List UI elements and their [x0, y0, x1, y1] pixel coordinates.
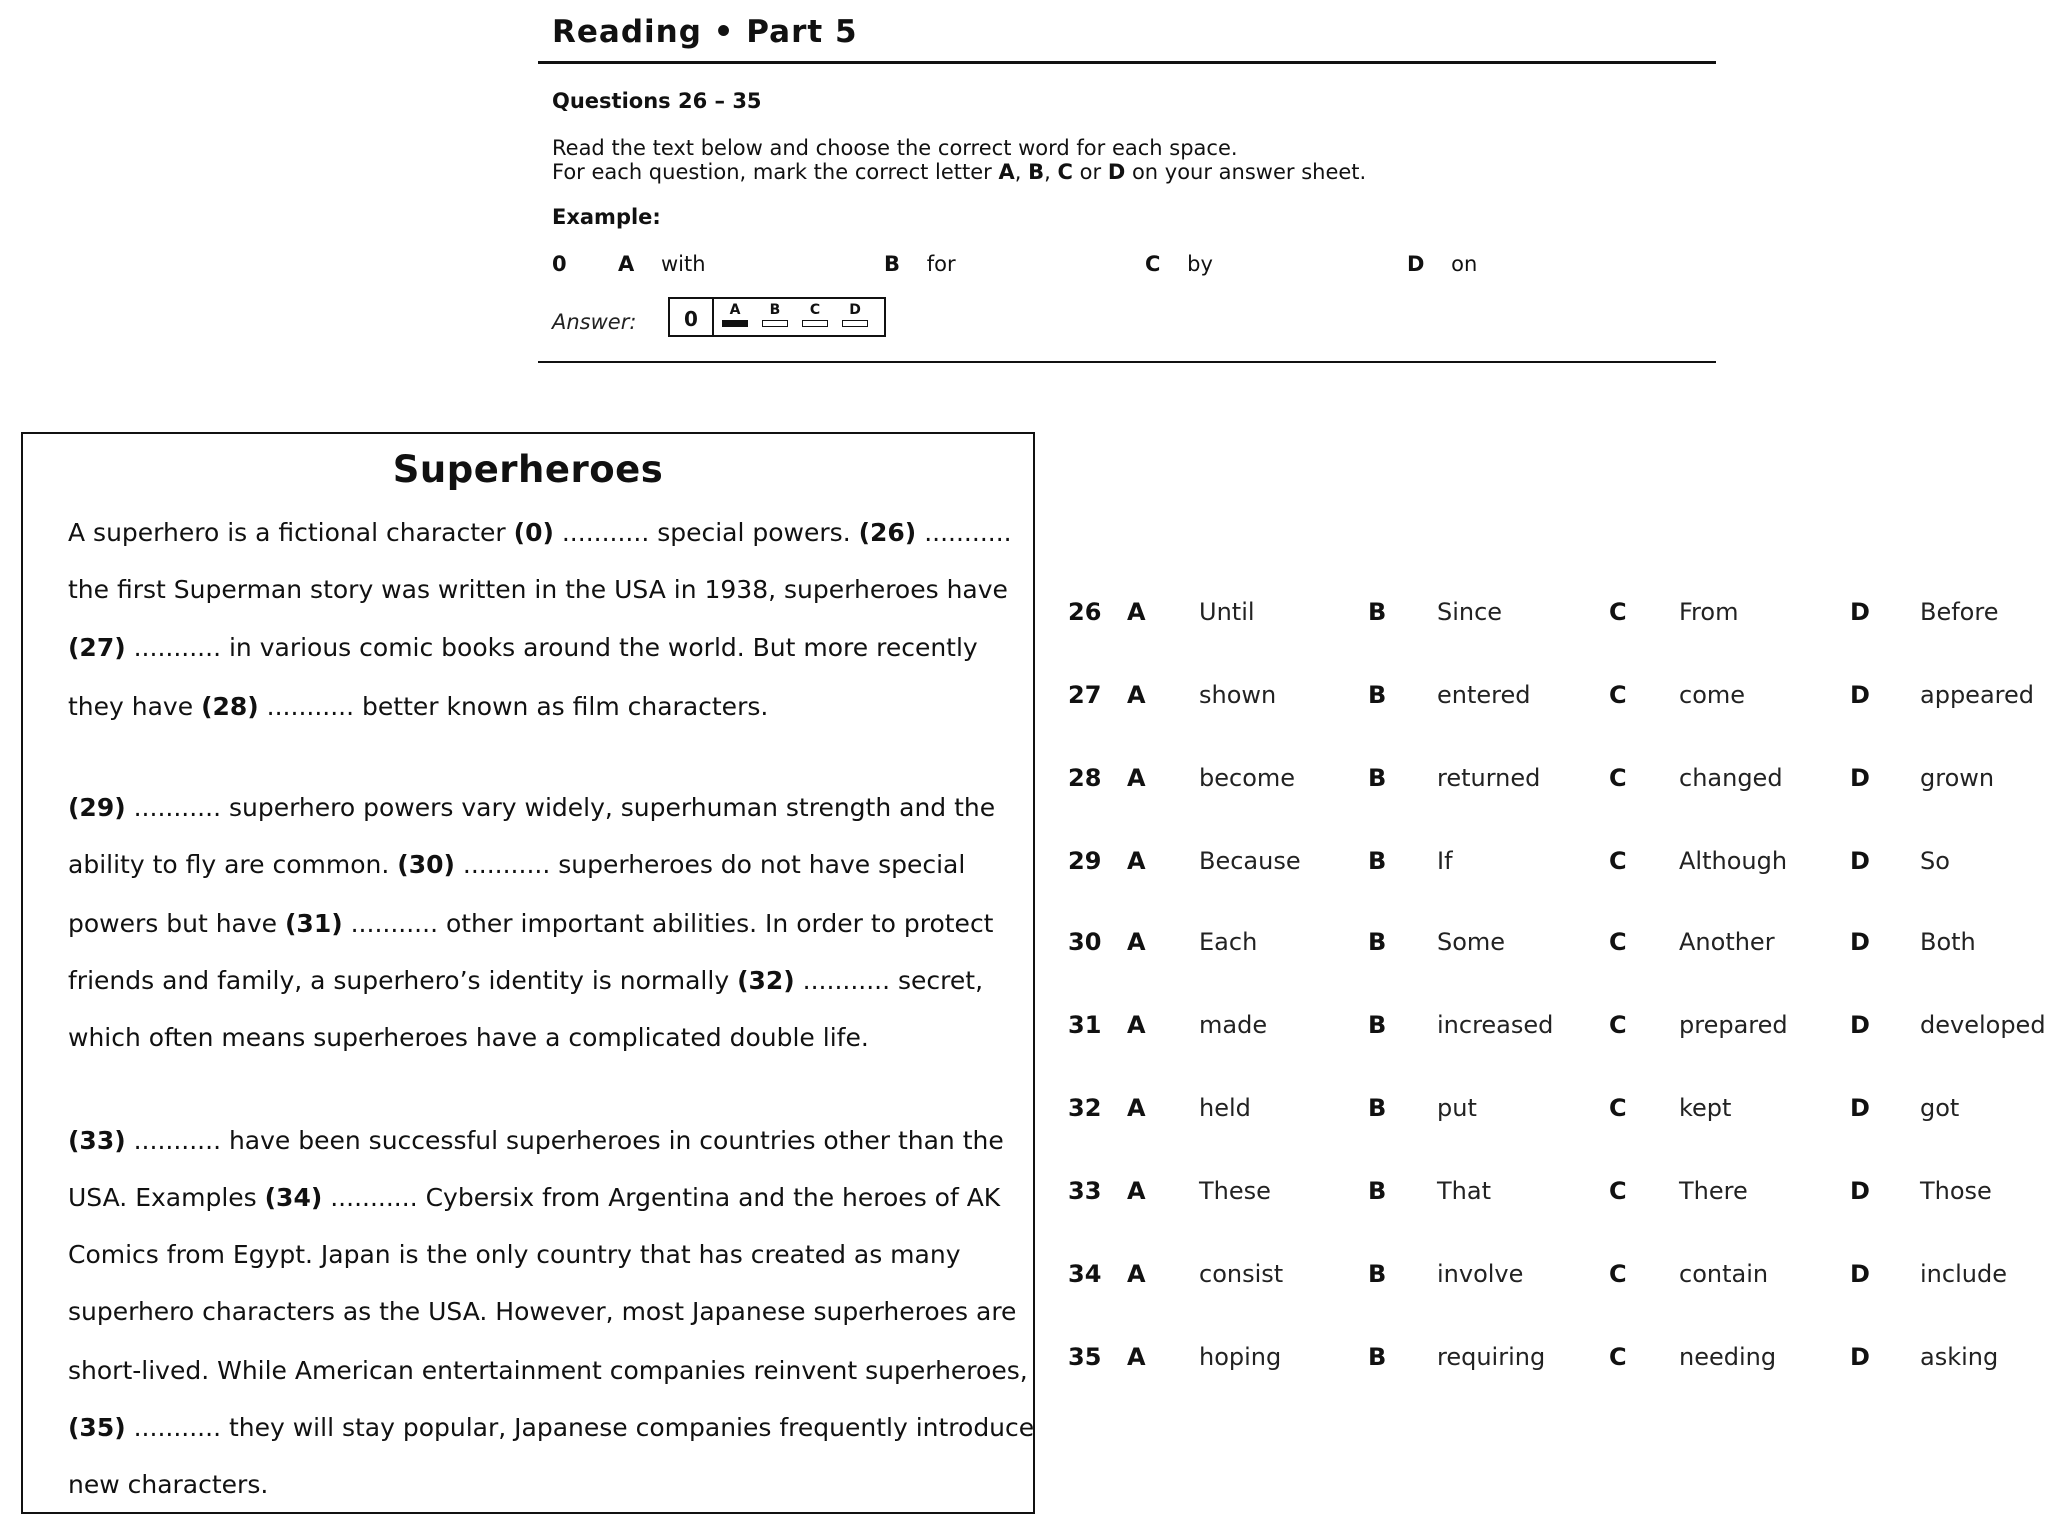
- question-number: 29: [1068, 847, 1102, 875]
- text-line: powers but have (31) ........... other important abilities. In order to protect: [68, 909, 994, 938]
- option-word-b: returned: [1437, 764, 1541, 792]
- option-letter-b: B: [1368, 764, 1387, 792]
- question-row-26: [0, 598, 2048, 638]
- option-letter-d: D: [1850, 928, 1870, 956]
- option-letter-d: D: [1850, 1011, 1870, 1039]
- option-letter-c: C: [1609, 928, 1627, 956]
- text-line: USA. Examples (34) ........... Cybersix from Argentina and the heroes of AK: [68, 1183, 1001, 1212]
- option-word-d: Both: [1920, 928, 1976, 956]
- option-word-b: That: [1437, 1177, 1491, 1205]
- text-line: (35) ........... they will stay popular, Japanese companies frequently introduce: [68, 1413, 1035, 1442]
- option-letter-d: D: [1850, 1177, 1870, 1205]
- option-letter-d: D: [1850, 681, 1870, 709]
- answer-bubble-d: D: [840, 302, 870, 327]
- gap-number: (30): [397, 850, 455, 879]
- header-bottom-divider: [538, 361, 1716, 363]
- text-line: short-lived. While American entertainment companies reinvent superheroes,: [68, 1356, 1028, 1385]
- option-letter-b: B: [1368, 681, 1387, 709]
- option-word-c: Another: [1679, 928, 1775, 956]
- question-number: 32: [1068, 1094, 1102, 1122]
- option-letter-c: C: [1609, 1177, 1627, 1205]
- option-letter-a: A: [1127, 1094, 1146, 1122]
- text-line: Comics from Egypt. Japan is the only country that has created as many: [68, 1240, 961, 1269]
- option-letter-c: C: [1609, 1011, 1627, 1039]
- text-line: A superhero is a fictional character (0) ........... special powers. (26) ...........: [68, 518, 1012, 547]
- option-letter-c: C: [1609, 1260, 1627, 1288]
- option-letter-c: C: [1609, 681, 1627, 709]
- option-letter-c: C: [1609, 1094, 1627, 1122]
- option-letter-b: B: [1368, 1011, 1387, 1039]
- option-letter-d: D: [1850, 1094, 1870, 1122]
- text-line: (29) ........... superhero powers vary widely, superhuman strength and the: [68, 793, 996, 822]
- option-word-d: developed: [1920, 1011, 2046, 1039]
- question-number: 27: [1068, 681, 1102, 709]
- text-line: (27) ........... in various comic books around the world. But more recently: [68, 633, 978, 662]
- gap-number: (33): [68, 1126, 126, 1155]
- question-number: 35: [1068, 1343, 1102, 1371]
- option-letter-d: D: [1850, 598, 1870, 626]
- gap-number: (27): [68, 633, 126, 662]
- option-word-a: consist: [1199, 1260, 1284, 1288]
- option-letter-b: B: [1368, 598, 1387, 626]
- option-word-a: Until: [1199, 598, 1255, 626]
- question-number: 26: [1068, 598, 1102, 626]
- text-line: new characters.: [68, 1470, 269, 1499]
- instruction-line-2: For each question, mark the correct letter A, B, C or D on your answer sheet.: [552, 160, 1367, 184]
- option-word-d: Before: [1920, 598, 1999, 626]
- answer-bubble-b: B: [760, 302, 790, 327]
- answer-bubble-c: C: [800, 302, 830, 327]
- question-row-33: [0, 1177, 2048, 1217]
- option-word-a: held: [1199, 1094, 1251, 1122]
- option-word-a: Because: [1199, 847, 1301, 875]
- option-letter-c: C: [1609, 1343, 1627, 1371]
- option-word-c: changed: [1679, 764, 1783, 792]
- option-word-b: requiring: [1437, 1343, 1546, 1371]
- option-letter-b: B: [1368, 1094, 1387, 1122]
- text-line: (33) ........... have been successful superheroes in countries other than the: [68, 1126, 1004, 1155]
- text-line: the first Superman story was written in the USA in 1938, superheroes have: [68, 575, 1008, 604]
- option-letter-d: D: [1850, 847, 1870, 875]
- option-letter-b: B: [1368, 1343, 1387, 1371]
- option-letter-a: A: [1127, 1260, 1146, 1288]
- option-word-d: include: [1920, 1260, 2007, 1288]
- option-letter-a: A: [1127, 847, 1146, 875]
- text-title: Superheroes: [392, 448, 664, 491]
- option-word-a: Each: [1199, 928, 1258, 956]
- option-word-b: If: [1437, 847, 1453, 875]
- option-word-a: made: [1199, 1011, 1268, 1039]
- gap-number: (29): [68, 793, 126, 822]
- example-option-c: C by: [1145, 252, 1213, 276]
- option-letter-c: C: [1609, 764, 1627, 792]
- option-word-b: involve: [1437, 1260, 1524, 1288]
- page-title: Reading • Part 5: [552, 14, 858, 50]
- option-letter-c: C: [1609, 598, 1627, 626]
- option-word-a: hoping: [1199, 1343, 1282, 1371]
- instruction-line-1: Read the text below and choose the correct word for each space.: [552, 136, 1238, 160]
- gap-number: (35): [68, 1413, 126, 1442]
- gap-number: (32): [737, 966, 795, 995]
- option-word-c: There: [1679, 1177, 1748, 1205]
- question-row-27: [0, 681, 2048, 721]
- option-letter-a: A: [1127, 598, 1146, 626]
- question-row-31: [0, 1011, 2048, 1051]
- option-letter-a: A: [1127, 928, 1146, 956]
- option-word-b: entered: [1437, 681, 1531, 709]
- answer-number: 0: [670, 299, 714, 335]
- option-word-d: So: [1920, 847, 1950, 875]
- option-letter-b: B: [1368, 1177, 1387, 1205]
- option-letter-d: D: [1850, 764, 1870, 792]
- option-letter-d: D: [1850, 1260, 1870, 1288]
- question-number: 34: [1068, 1260, 1102, 1288]
- question-row-32: [0, 1094, 2048, 1134]
- option-word-d: grown: [1920, 764, 1995, 792]
- option-letter-a: A: [1127, 1177, 1146, 1205]
- option-word-a: These: [1199, 1177, 1271, 1205]
- gap-number: (31): [285, 909, 343, 938]
- instruction-letter-c: C: [1057, 160, 1073, 184]
- option-letter-b: B: [1368, 928, 1387, 956]
- gap-number: (0): [513, 518, 554, 547]
- option-word-d: got: [1920, 1094, 1960, 1122]
- question-number: 30: [1068, 928, 1102, 956]
- option-word-b: Since: [1437, 598, 1503, 626]
- option-word-c: needing: [1679, 1343, 1777, 1371]
- option-word-b: put: [1437, 1094, 1477, 1122]
- instruction-letter-a: A: [998, 160, 1015, 184]
- example-option-d: D on: [1407, 252, 1478, 276]
- question-row-29: [0, 847, 2048, 887]
- question-row-28: [0, 764, 2048, 804]
- text-line: friends and family, a superhero’s identity is normally (32) ........... secret,: [68, 966, 984, 995]
- question-row-30: [0, 928, 2048, 968]
- text-line: they have (28) ........... better known as film characters.: [68, 692, 769, 721]
- gap-number: (26): [858, 518, 917, 547]
- option-word-d: Those: [1920, 1177, 1992, 1205]
- option-word-c: come: [1679, 681, 1746, 709]
- option-word-a: shown: [1199, 681, 1277, 709]
- question-row-35: [0, 1343, 2048, 1383]
- option-letter-a: A: [1127, 681, 1146, 709]
- question-row-34: [0, 1260, 2048, 1300]
- answer-bubble-a: A: [720, 302, 750, 327]
- option-letter-b: B: [1368, 1260, 1387, 1288]
- option-word-c: contain: [1679, 1260, 1769, 1288]
- gap-number: (28): [201, 692, 259, 721]
- option-word-c: Although: [1679, 847, 1788, 875]
- gap-number: (34): [264, 1183, 323, 1212]
- option-word-c: kept: [1679, 1094, 1732, 1122]
- question-number: 31: [1068, 1011, 1102, 1039]
- option-word-a: become: [1199, 764, 1296, 792]
- text-line: superhero characters as the USA. However, most Japanese superheroes are: [68, 1297, 1017, 1326]
- option-word-d: asking: [1920, 1343, 1999, 1371]
- text-line: ability to fly are common. (30) ........... superheroes do not have special: [68, 850, 966, 879]
- question-number: 28: [1068, 764, 1102, 792]
- option-word-b: increased: [1437, 1011, 1554, 1039]
- option-word-d: appeared: [1920, 681, 2034, 709]
- option-letter-c: C: [1609, 847, 1627, 875]
- instruction-letter-b: B: [1028, 160, 1045, 184]
- option-word-c: From: [1679, 598, 1739, 626]
- questions-range: Questions 26 – 35: [552, 89, 762, 113]
- option-letter-a: A: [1127, 764, 1146, 792]
- example-option-b: B for: [884, 252, 956, 276]
- option-word-b: Some: [1437, 928, 1506, 956]
- example-label: Example:: [552, 205, 661, 229]
- text-line: which often means superheroes have a complicated double life.: [68, 1023, 869, 1052]
- option-letter-a: A: [1127, 1011, 1146, 1039]
- example-number: 0: [552, 252, 567, 276]
- option-word-c: prepared: [1679, 1011, 1788, 1039]
- title-divider: [538, 61, 1716, 64]
- option-letter-a: A: [1127, 1343, 1146, 1371]
- answer-label: Answer:: [552, 310, 637, 334]
- answer-sheet-sample: [668, 297, 886, 337]
- option-letter-d: D: [1850, 1343, 1870, 1371]
- option-letter-b: B: [1368, 847, 1387, 875]
- example-option-a: A with: [618, 252, 706, 276]
- instruction-letter-d: D: [1107, 160, 1126, 184]
- question-number: 33: [1068, 1177, 1102, 1205]
